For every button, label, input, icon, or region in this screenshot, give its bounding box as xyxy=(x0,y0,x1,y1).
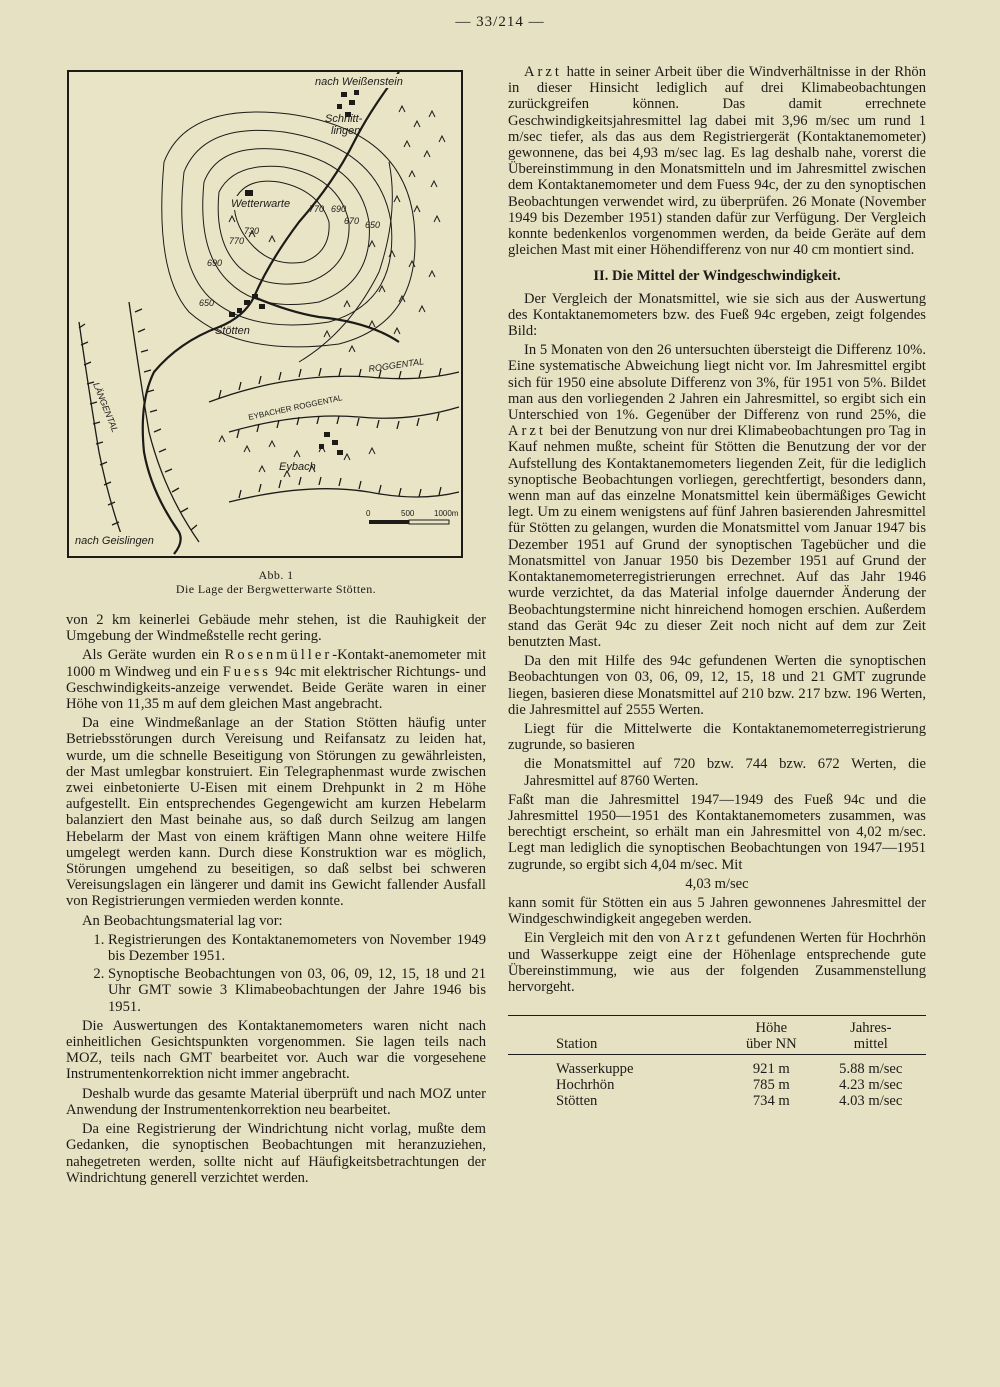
cell-hoehe: 785 m xyxy=(752,1077,790,1094)
left-column xyxy=(66,70,486,1189)
table-row xyxy=(508,1077,926,1093)
scale-bar xyxy=(366,509,459,524)
cell-station: Hochrhön xyxy=(556,1077,615,1094)
right-paragraph-9: kann somit für Stötten ein aus 5 Jahren gewonnenes Jahresmittel der Windgeschwindigkeit angegeben werden. xyxy=(508,894,926,928)
left-paragraph-2: Als Geräte wurden ein Rosenmüller-Kontakt-anemometer mit 1000 m Windweg und ein Fuess 94c mit elektrischer Richtungs- und Geschwindigkeits-anzeige verwendet. Beide Geräte waren in einer Höhe von 11,35 m auf dem gleichen Mast angebracht. xyxy=(66,647,487,713)
topographic-map xyxy=(69,72,461,556)
list-item: 1. Registrierungen des Kontaktanemometers von November 1949 bis Dezember 1951. xyxy=(108,932,486,964)
left-paragraph-6: Deshalb wurde das gesamte Material überprüft und nach MOZ unter Anwendung der Instrumentenkorrektion neu bearbeitet. xyxy=(66,1085,486,1118)
cell-mittel: 4.23 m/sec xyxy=(839,1077,903,1094)
contour-label-770-a: 770 xyxy=(309,204,325,214)
right-paragraph-5: Liegt für die Mittelwerte die Kontaktanemometerregistrierung zugrunde, so basieren xyxy=(508,720,926,754)
contour-label-730: 730 xyxy=(244,226,260,236)
label-eybacher-roggental: EYBACHER ROGGENTAL xyxy=(247,393,344,422)
label-schnittlingen-2: lingen xyxy=(331,125,361,137)
label-wetterwarte: Wetterwarte xyxy=(231,198,291,210)
left-paragraph-3: Da eine Windmeßanlage an der Station Stötten häufig unter Betriebsstörungen durch Vereisung und Reifansatz zu leiden hat, wurde, um die schnelle Beseitigung von Störungen zu gewährleisten, der Mast umlegbar konstruiert. Ein Telegraphenmast wurde zwischen zwei einbetonierte U-Eisen mit einem Drehpunkt in 2 m Höhe aufgestellt. Ein entsprechendes Gegengewicht am kurzen Hebelarm balanziert den Mast beinahe aus, so daß durch Seilzug am langen Hebelarm der Mast von einem kräftigen Mann ohne weitere Hilfe umgelegt werden kann. Durch diese Konstruktion war es möglich, Störungen umgehend zu beseitigen, so daß selbst bei schweren Vereisungslagen ein längerer und damit ins Gewicht fallender Ausfall von Registrierungen vermieden werden konnte. xyxy=(66,715,486,910)
table-row xyxy=(508,1055,926,1078)
left-paragraph-4: An Beobachtungsmaterial lag vor: xyxy=(82,912,283,929)
left-paragraph-1: von 2 km keinerlei Gebäude mehr stehen, ist die Rauhigkeit der Umgebung der Windmeßstelle recht gering. xyxy=(66,612,486,645)
label-eybach: Eybach xyxy=(279,461,316,473)
scale-label-0: 0 xyxy=(366,509,371,518)
section-heading: II. Die Mittel der Windgeschwindigkeit. xyxy=(593,268,841,285)
right-formula-value: 4,03 m/sec xyxy=(685,875,749,892)
scale-label-500: 500 xyxy=(401,509,415,518)
label-schnittlingen-1: Schnitt- xyxy=(325,113,363,125)
header-station: Station xyxy=(556,1036,598,1053)
scale-label-1000: 1000m xyxy=(434,509,459,518)
page-number: — 33/214 — xyxy=(455,14,545,30)
right-paragraph-4: Da den mit Hilfe des 94c gefundenen Werten die synoptischen Beobachtungen von 03, 06, 09, 12, 15, 18 und 21 GMT zugrunde liegen, basieren diese Monatsmittel auf 210 bzw. 217 bzw. 196 Werten, die Jahresmittel auf 2555 Werten. xyxy=(508,653,926,718)
caption-number: Abb. 1 xyxy=(258,568,294,582)
cell-station: Wasserkuppe xyxy=(556,1061,634,1078)
cell-mittel: 5.88 m/sec xyxy=(839,1061,903,1078)
header-jahresmittel: Jahres- mittel xyxy=(850,1020,892,1053)
contour-label-690-a: 690 xyxy=(331,204,347,214)
right-paragraph-7: Faßt man die Jahresmittel 1947—1949 des Fueß 94c und die Jahresmittel 1950—1951 des Kontaktanemometers zusammen, was berechtigt erscheint, so erhält man ein Jahresmittel von 4,02 m/sec. Legt man lediglich die synoptischen Beobachtungen von 1947—1951 zugrunde, so ergibt sich 4,04 m/sec. Mit xyxy=(508,791,926,873)
label-stoetten: Stötten xyxy=(215,325,250,337)
right-paragraph-2: Der Vergleich der Monatsmittel, wie sie sich aus der Auswertung des Kontaktanemometers bzw. des Fueß 94c ergeben, zeigt folgendes Bild: xyxy=(508,290,926,340)
right-paragraph-6: die Monatsmittel auf 720 bzw. 744 bzw. 672 Werten, die Jahresmittel auf 8760 Werten. xyxy=(524,756,926,789)
left-paragraph-5: Die Auswertungen des Kontaktanemometers waren nicht nach einheitlichen Gesichtspunkten vorgenommen. Sie lagen teils nach MOZ, teils nach GMT bearbeitet vor. Auch war die vorgesehene Instrumentenkorrektion nicht immer angebracht. xyxy=(66,1017,486,1083)
table-row xyxy=(508,1093,926,1109)
label-roggental: ROGGENTAL xyxy=(367,356,425,374)
cell-station: Stötten xyxy=(556,1093,598,1110)
map-figure xyxy=(67,70,463,558)
contour-label-770-b: 770 xyxy=(229,236,245,246)
left-paragraph-7: Da eine Registrierung der Windrichtung nicht vorlag, mußte dem Gedanken, die synoptischen Beobachtungen mit heranzuziehen, nahegetreten werden, sollte nicht auf Häufigkeitsbetrachtungen der Windrichtung generell verzichtet werden. xyxy=(66,1121,486,1186)
label-nach-geislingen: nach Geislingen xyxy=(75,535,154,547)
caption-text: Die Lage der Bergwetterwarte Stötten. xyxy=(175,582,377,596)
material-list xyxy=(66,932,486,1015)
valley-slopes xyxy=(79,302,459,542)
cell-hoehe: 921 m xyxy=(752,1061,790,1078)
contour-label-650-a: 650 xyxy=(365,220,381,230)
label-nach-weissenstein: nach Weißenstein xyxy=(315,76,403,88)
right-paragraph-1: Arzt hatte in seiner Arbeit über die Windverhältnisse in der Rhön in dieser Hinsicht lediglich auf drei Klimabeobachtungen zurückgreifen können. Das damit errechnete Geschwindigkeitsjahresmittel lag dabei mit 3,96 m/sec um rund 1 m/sec tiefer, als das aus dem Registriergerät (Kontaktanemometer) gewonnene, das bei 4,93 m/sec lag. Es lag deshalb nahe, vorerst die Übereinstimmung in den Monatsmitteln und im Jahresmittel zwischen dem Kontaktanemometer und dem Fuess 94c, der zu den synoptischen Beobachtungen verwendet wird, zu überprüfen. 26 Monate (November 1949 bis Dezember 1951) standen dafür zur Verfügung. Der Vergleich konnte bedenkenlos vorgenommen werden, da beide Geräte auf dem gleichen Mast mit einer Höhendifferenz von nur 40 cm montiert sind. xyxy=(508,64,926,259)
cell-hoehe: 734 m xyxy=(752,1093,790,1110)
station-table xyxy=(508,1015,926,1109)
cell-mittel: 4.03 m/sec xyxy=(839,1093,903,1110)
list-item: 2. Synoptische Beobachtungen von 03, 06, 09, 12, 15, 18 und 21 Uhr GMT sowie 3 Klimabeobachtungen der Jahre 1946 bis 1951. xyxy=(108,966,486,1015)
figure-caption xyxy=(66,568,486,596)
contour-label-690-b: 690 xyxy=(207,258,223,268)
right-paragraph-3: In 5 Monaten von den 26 untersuchten übersteigt die Differenz 10%. Eine systematische Abweichung liegt nicht vor. Im Jahresmittel ergibt sich für 1950 eine absolute Differenz von 3%, für 1951 von 5%. Bildet man aus den vorliegenden 2 Jahren ein Jahresmittel, so ergibt sich ein Unterschied von 1%. Gegenüber der Differenz von rund 25%, die Arzt bei der Benutzung von nur drei Klimabeobachtungen pro Tag in Kauf nehmen mußte, scheint für Stötten die Benutzung der vor der Aufstellung des Kontaktanemometers liegenden Zeit, für die lediglich synoptische Beobachtungen vorliegen, gerechtfertigt, besonders dann, wenn man auf das einzelne Monatsmittel kein übermäßiges Gewicht legt. Um zu einem wenigstens auf fünf Jahren basierenden Jahresmittel für Stötten zu gelangen, wurden die Monatsmittel vom Januar 1947 bis Dezember 1951 auf Grund der synoptischen Tagebücher und die Monatsmittel von Januar 1950 bis Dezember 1951 auf Grund der Kontaktanemometerregistrierungen errechnet. Auf das Jahr 1946 wurde verzichtet, da das Material infolge dauernder Änderung der Beobachtungstermine nicht hinreichend homogen erschien. Außerdem stand das Gerät 94c zu dieser Zeit noch nicht auf dem zur Zeit benutzten Mast. xyxy=(508,342,926,650)
forest-symbols xyxy=(219,106,445,477)
right-paragraph-10: Ein Vergleich mit den von Arzt gefundenen Werten für Hochrhön und Wasserkuppe zeigt eine der Höhenlage entsprechende gute Übereinstimmung, wie aus der folgenden Zusammenstellung hervorgeht. xyxy=(508,930,926,995)
header-hoehe: Höhe über NN xyxy=(745,1020,797,1053)
right-column xyxy=(508,64,926,1109)
contour-label-650-b: 650 xyxy=(199,298,215,308)
label-laengental: LÄNGENTAL xyxy=(91,381,121,434)
contour-label-670: 670 xyxy=(344,216,360,226)
